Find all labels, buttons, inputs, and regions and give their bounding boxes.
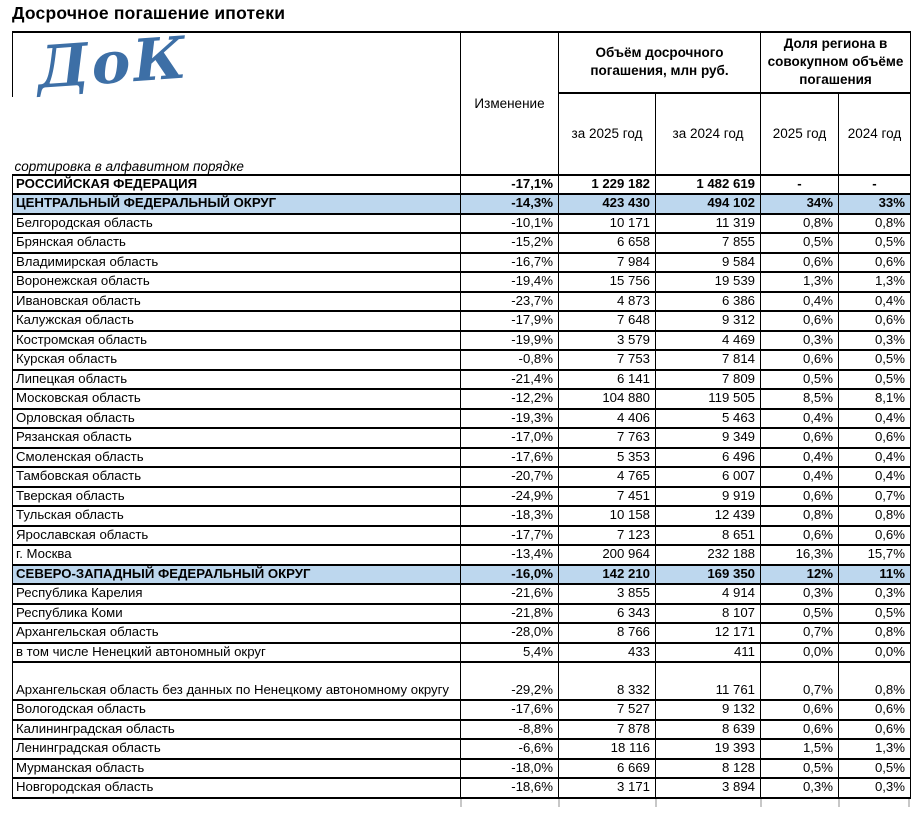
region-name: Ивановская область: [13, 292, 461, 312]
share-2025-value: 0,5%: [761, 370, 839, 390]
table-row: [13, 233, 911, 253]
share-2024-value: 0,8%: [839, 623, 911, 643]
share-2025-value: 8,5%: [761, 389, 839, 409]
volume-2025-value: 5 353: [559, 448, 656, 468]
share-2024-value: 0,5%: [839, 370, 911, 390]
volume-2025-value: 10 171: [559, 214, 656, 234]
change-value: -24,9%: [461, 487, 559, 507]
volume-2025-value: 4 406: [559, 409, 656, 429]
region-name: Ярославская область: [13, 526, 461, 546]
volume-2025-value: 6 343: [559, 604, 656, 624]
change-value: -19,4%: [461, 272, 559, 292]
region-name: Архангельская область: [13, 623, 461, 643]
share-2024-value: 11%: [839, 565, 911, 585]
volume-2024-value: 6 007: [656, 467, 761, 487]
region-name: в том числе Ненецкий автономный округ: [13, 643, 461, 663]
volume-2024-value: 6 386: [656, 292, 761, 312]
table-row: [13, 623, 911, 643]
share-2025-value: 0,7%: [761, 662, 839, 700]
volume-2024-value: 7 855: [656, 233, 761, 253]
volume-2025-value: 142 210: [559, 565, 656, 585]
table-row: [13, 175, 911, 195]
change-value: -15,2%: [461, 233, 559, 253]
region-name: Ленинградская область: [13, 739, 461, 759]
region-name: Архангельская область без данных по Ненецкому автономному округу: [13, 662, 461, 700]
share-2024-value: 0,6%: [839, 428, 911, 448]
share-2024-value: 0,4%: [839, 409, 911, 429]
table-row: [13, 331, 911, 351]
change-value: -0,8%: [461, 350, 559, 370]
column-header-volume-2025: за 2025 год: [559, 93, 656, 175]
volume-2025-value: 6 658: [559, 233, 656, 253]
share-2024-value: 0,4%: [839, 292, 911, 312]
volume-2025-value: 1 229 182: [559, 175, 656, 195]
volume-2024-value: 7 809: [656, 370, 761, 390]
change-value: -18,6%: [461, 778, 559, 798]
table-row: [13, 662, 911, 700]
share-2025-value: 1,5%: [761, 739, 839, 759]
share-2025-value: 0,5%: [761, 233, 839, 253]
region-name: СЕВЕРО-ЗАПАДНЫЙ ФЕДЕРАЛЬНЫЙ ОКРУГ: [13, 565, 461, 585]
region-name: Орловская область: [13, 409, 461, 429]
logo-cell: [13, 23, 461, 175]
volume-2025-value: 10 158: [559, 506, 656, 526]
share-2024-value: 0,5%: [839, 350, 911, 370]
share-2025-value: 0,4%: [761, 292, 839, 312]
table-row: [13, 565, 911, 585]
share-2025-value: 0,6%: [761, 428, 839, 448]
volume-2025-value: 3 579: [559, 331, 656, 351]
change-value: -28,0%: [461, 623, 559, 643]
region-name: Республика Карелия: [13, 584, 461, 604]
region-name: Мурманская область: [13, 759, 461, 779]
change-value: -21,8%: [461, 604, 559, 624]
mortgage-repayment-table: [12, 23, 911, 799]
share-2025-value: 0,4%: [761, 409, 839, 429]
volume-2024-value: 8 639: [656, 720, 761, 740]
volume-2024-value: 19 393: [656, 739, 761, 759]
table-row: [13, 604, 911, 624]
column-header-volume-2024: за 2024 год: [656, 93, 761, 175]
volume-2025-value: 8 332: [559, 662, 656, 700]
region-name: Тульская область: [13, 506, 461, 526]
share-2024-value: 0,8%: [839, 662, 911, 700]
table-row: [13, 370, 911, 390]
change-value: -16,0%: [461, 565, 559, 585]
table-row: [13, 526, 911, 546]
volume-2024-value: 1 482 619: [656, 175, 761, 195]
change-value: -6,6%: [461, 739, 559, 759]
page-title: Досрочное погашение ипотеки: [12, 3, 286, 23]
share-2024-value: 0,6%: [839, 253, 911, 273]
share-2025-value: 0,0%: [761, 643, 839, 663]
share-2025-value: 0,6%: [761, 526, 839, 546]
volume-2025-value: 423 430: [559, 194, 656, 214]
volume-2025-value: 15 756: [559, 272, 656, 292]
table-row: [13, 584, 911, 604]
volume-2024-value: 6 496: [656, 448, 761, 468]
volume-2025-value: 7 753: [559, 350, 656, 370]
change-value: -14,3%: [461, 194, 559, 214]
share-2024-value: 0,3%: [839, 584, 911, 604]
region-name: г. Москва: [13, 545, 461, 565]
share-2025-value: 0,6%: [761, 350, 839, 370]
share-2024-value: 33%: [839, 194, 911, 214]
dok-logo: ДоК: [34, 23, 191, 102]
region-name: Вологодская область: [13, 700, 461, 720]
region-name: Белгородская область: [13, 214, 461, 234]
column-group-volume: Объём досрочного погашения, млн руб.: [559, 32, 761, 93]
volume-2024-value: 4 469: [656, 331, 761, 351]
share-2025-value: 0,7%: [761, 623, 839, 643]
volume-2024-value: 3 894: [656, 778, 761, 798]
volume-2025-value: 18 116: [559, 739, 656, 759]
table-row: [13, 292, 911, 312]
share-2025-value: 0,6%: [761, 700, 839, 720]
volume-2025-value: 6 141: [559, 370, 656, 390]
share-2024-value: 15,7%: [839, 545, 911, 565]
share-2025-value: 0,5%: [761, 604, 839, 624]
table-row: [13, 253, 911, 273]
table-row: [13, 428, 911, 448]
cropped-next-row-lines: [12, 799, 910, 807]
volume-2024-value: 7 814: [656, 350, 761, 370]
volume-2024-value: 9 132: [656, 700, 761, 720]
change-value: -17,9%: [461, 311, 559, 331]
volume-2024-value: 12 439: [656, 506, 761, 526]
share-2024-value: -: [839, 175, 911, 195]
column-header-share-2025: 2025 год: [761, 93, 839, 175]
volume-2025-value: 8 766: [559, 623, 656, 643]
share-2025-value: 0,6%: [761, 720, 839, 740]
change-value: -16,7%: [461, 253, 559, 273]
change-value: -18,3%: [461, 506, 559, 526]
share-2025-value: 0,3%: [761, 584, 839, 604]
volume-2025-value: 433: [559, 643, 656, 663]
volume-2025-value: 4 873: [559, 292, 656, 312]
change-value: -17,6%: [461, 700, 559, 720]
share-2025-value: 34%: [761, 194, 839, 214]
volume-2024-value: 494 102: [656, 194, 761, 214]
volume-2025-value: 7 527: [559, 700, 656, 720]
volume-2024-value: 9 312: [656, 311, 761, 331]
region-name: Липецкая область: [13, 370, 461, 390]
table-header: [13, 23, 911, 175]
region-name: Калининградская область: [13, 720, 461, 740]
volume-2024-value: 8 107: [656, 604, 761, 624]
share-2025-value: 0,6%: [761, 487, 839, 507]
table-row: [13, 487, 911, 507]
table-row: [13, 720, 911, 740]
share-2025-value: 0,6%: [761, 253, 839, 273]
change-value: -19,3%: [461, 409, 559, 429]
table-row: [13, 700, 911, 720]
volume-2024-value: 4 914: [656, 584, 761, 604]
share-2024-value: 8,1%: [839, 389, 911, 409]
region-name: Рязанская область: [13, 428, 461, 448]
table-row: [13, 759, 911, 779]
table-row: [13, 506, 911, 526]
share-2024-value: 0,4%: [839, 448, 911, 468]
share-2024-value: 0,8%: [839, 506, 911, 526]
volume-2024-value: 8 651: [656, 526, 761, 546]
volume-2025-value: 104 880: [559, 389, 656, 409]
mortgage-table-wrap: [12, 23, 910, 807]
table-row: [13, 194, 911, 214]
volume-2025-value: 7 451: [559, 487, 656, 507]
share-2024-value: 0,8%: [839, 214, 911, 234]
region-name: РОССИЙСКАЯ ФЕДЕРАЦИЯ: [13, 175, 461, 195]
volume-2024-value: 169 350: [656, 565, 761, 585]
share-2024-value: 0,6%: [839, 720, 911, 740]
table-row: [13, 350, 911, 370]
share-2025-value: 0,8%: [761, 214, 839, 234]
share-2025-value: 0,5%: [761, 759, 839, 779]
share-2024-value: 0,6%: [839, 311, 911, 331]
column-header-share-2024: 2024 год: [839, 93, 911, 175]
change-value: -21,4%: [461, 370, 559, 390]
change-value: -17,6%: [461, 448, 559, 468]
column-group-share: Доля региона в совокупном объёме погашения: [761, 32, 911, 93]
volume-2025-value: 7 984: [559, 253, 656, 273]
change-value: 5,4%: [461, 643, 559, 663]
share-2025-value: 0,4%: [761, 467, 839, 487]
share-2024-value: 1,3%: [839, 739, 911, 759]
volume-2024-value: 9 349: [656, 428, 761, 448]
change-value: -23,7%: [461, 292, 559, 312]
table-row: [13, 739, 911, 759]
share-2024-value: 0,4%: [839, 467, 911, 487]
region-name: Московская область: [13, 389, 461, 409]
share-2025-value: 0,6%: [761, 311, 839, 331]
table-row: [13, 214, 911, 234]
region-name: Республика Коми: [13, 604, 461, 624]
table-body: [13, 175, 911, 798]
table-row: [13, 545, 911, 565]
table-row: [13, 311, 911, 331]
volume-2025-value: 7 763: [559, 428, 656, 448]
volume-2024-value: 9 919: [656, 487, 761, 507]
table-row: [13, 448, 911, 468]
share-2025-value: 1,3%: [761, 272, 839, 292]
volume-2025-value: 7 648: [559, 311, 656, 331]
region-name: ЦЕНТРАЛЬНЫЙ ФЕДЕРАЛЬНЫЙ ОКРУГ: [13, 194, 461, 214]
table-row: [13, 272, 911, 292]
volume-2025-value: 6 669: [559, 759, 656, 779]
volume-2024-value: 8 128: [656, 759, 761, 779]
region-name: Курская область: [13, 350, 461, 370]
change-value: -17,1%: [461, 175, 559, 195]
share-2024-value: 0,3%: [839, 778, 911, 798]
sort-order-note: сортировка в алфавитном порядке: [14, 158, 244, 174]
share-2024-value: 0,6%: [839, 700, 911, 720]
region-name: Брянская область: [13, 233, 461, 253]
change-value: -17,0%: [461, 428, 559, 448]
share-2025-value: 0,3%: [761, 331, 839, 351]
share-2025-value: 12%: [761, 565, 839, 585]
share-2025-value: -: [761, 175, 839, 195]
volume-2024-value: 5 463: [656, 409, 761, 429]
share-2025-value: 0,8%: [761, 506, 839, 526]
table-row: [13, 643, 911, 663]
volume-2025-value: 4 765: [559, 467, 656, 487]
change-value: -17,7%: [461, 526, 559, 546]
change-value: -18,0%: [461, 759, 559, 779]
table-row: [13, 467, 911, 487]
change-value: -13,4%: [461, 545, 559, 565]
change-value: -10,1%: [461, 214, 559, 234]
share-2024-value: 0,3%: [839, 331, 911, 351]
share-2025-value: 16,3%: [761, 545, 839, 565]
volume-2025-value: 3 855: [559, 584, 656, 604]
share-2025-value: 0,3%: [761, 778, 839, 798]
volume-2024-value: 19 539: [656, 272, 761, 292]
volume-2024-value: 11 761: [656, 662, 761, 700]
region-name: Воронежская область: [13, 272, 461, 292]
volume-2024-value: 9 584: [656, 253, 761, 273]
volume-2025-value: 200 964: [559, 545, 656, 565]
share-2024-value: 0,6%: [839, 526, 911, 546]
region-name: Тверская область: [13, 487, 461, 507]
change-value: -12,2%: [461, 389, 559, 409]
volume-2025-value: 7 878: [559, 720, 656, 740]
region-name: Новгородская область: [13, 778, 461, 798]
share-2024-value: 0,0%: [839, 643, 911, 663]
volume-2025-value: 3 171: [559, 778, 656, 798]
share-2024-value: 0,5%: [839, 233, 911, 253]
change-value: -8,8%: [461, 720, 559, 740]
change-value: -20,7%: [461, 467, 559, 487]
volume-2025-value: 7 123: [559, 526, 656, 546]
region-name: Владимирская область: [13, 253, 461, 273]
share-2024-value: 0,5%: [839, 759, 911, 779]
table-row: [13, 389, 911, 409]
share-2024-value: 0,5%: [839, 604, 911, 624]
share-2025-value: 0,4%: [761, 448, 839, 468]
region-name: Калужская область: [13, 311, 461, 331]
volume-2024-value: 119 505: [656, 389, 761, 409]
table-row: [13, 778, 911, 798]
volume-2024-value: 11 319: [656, 214, 761, 234]
region-name: Смоленская область: [13, 448, 461, 468]
change-value: -29,2%: [461, 662, 559, 700]
volume-2024-value: 411: [656, 643, 761, 663]
share-2024-value: 1,3%: [839, 272, 911, 292]
share-2024-value: 0,7%: [839, 487, 911, 507]
change-value: -19,9%: [461, 331, 559, 351]
change-value: -21,6%: [461, 584, 559, 604]
volume-2024-value: 12 171: [656, 623, 761, 643]
region-name: Тамбовская область: [13, 467, 461, 487]
region-name: Костромская область: [13, 331, 461, 351]
table-row: [13, 409, 911, 429]
volume-2024-value: 232 188: [656, 545, 761, 565]
column-header-change: Изменение: [461, 32, 559, 175]
